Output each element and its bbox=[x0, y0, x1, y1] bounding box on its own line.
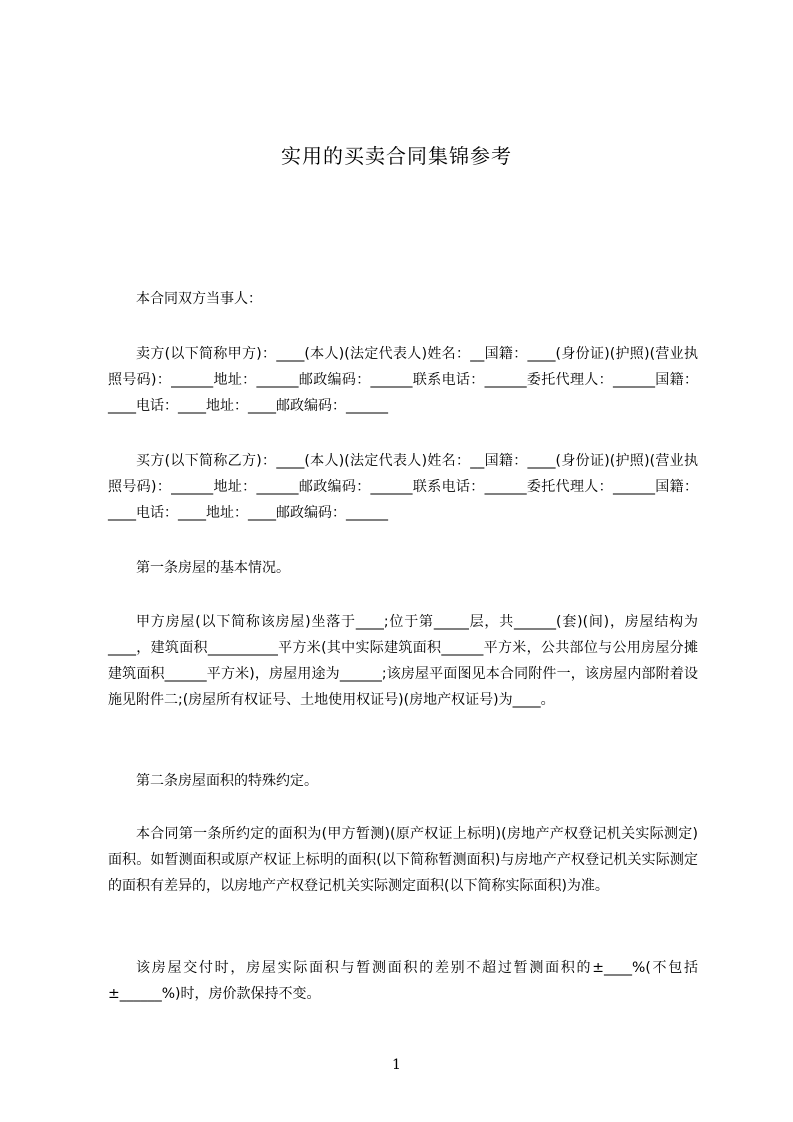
paragraph-parties-intro: 本合同双方当事人： bbox=[136, 291, 262, 307]
paragraph-area-tolerance: 该房屋交付时，房屋实际面积与暂测面积的差别不超过暂测面积的±____%(不包括±______%)时，房价款保持不变。 bbox=[108, 960, 698, 1002]
heading-article-1: 第一条房屋的基本情况。 bbox=[136, 560, 290, 576]
paragraph-article-2: 本合同第一条所约定的面积为(甲方暂测)(原产权证上标明)(房地产产权登记机关实际测定)面积。如暂测面积或原产权证上标明的面积(以下简称暂测面积)与房地产产权登记机关实际测定的面积有差异的，以房地产产权登记机关实际测定面积(以下简称实际面积)为准。 bbox=[108, 826, 698, 894]
page-title: 实用的买卖合同集锦参考 bbox=[281, 144, 512, 168]
page-number: 1 bbox=[392, 1057, 401, 1073]
heading-article-2: 第二条房屋面积的特殊约定。 bbox=[136, 773, 318, 789]
paragraph-seller: 卖方(以下简称甲方)：____(本人)(法定代表人)姓名：__国籍：____(身份证)(护照)(营业执照号码)：______地址：______邮政编码：______联系电话：______委托代理人：______国籍：____电话：____地址：____邮政编码：______ bbox=[108, 346, 698, 414]
paragraph-buyer: 买方(以下简称乙方)：____(本人)(法定代表人)姓名：__国籍：____(身份证)(护照)(营业执照号码)：______地址：______邮政编码：______联系电话：______委托代理人：______国籍：____电话：____地址：____邮政编码：______ bbox=[108, 453, 698, 521]
paragraph-article-1: 甲方房屋(以下简称该房屋)坐落于____;位于第_____层，共______(套)(间)，房屋结构为____，建筑面积__________平方米(其中实际建筑面积______平方米，公共部位与公用房屋分摊建筑面积______平方米)，房屋用途为______;该房屋平面图见本合同附件一，该房屋内部附着设施见附件二;(房屋所有权证号、土地使用权证号)(房地产权证号)为____。 bbox=[108, 614, 698, 708]
